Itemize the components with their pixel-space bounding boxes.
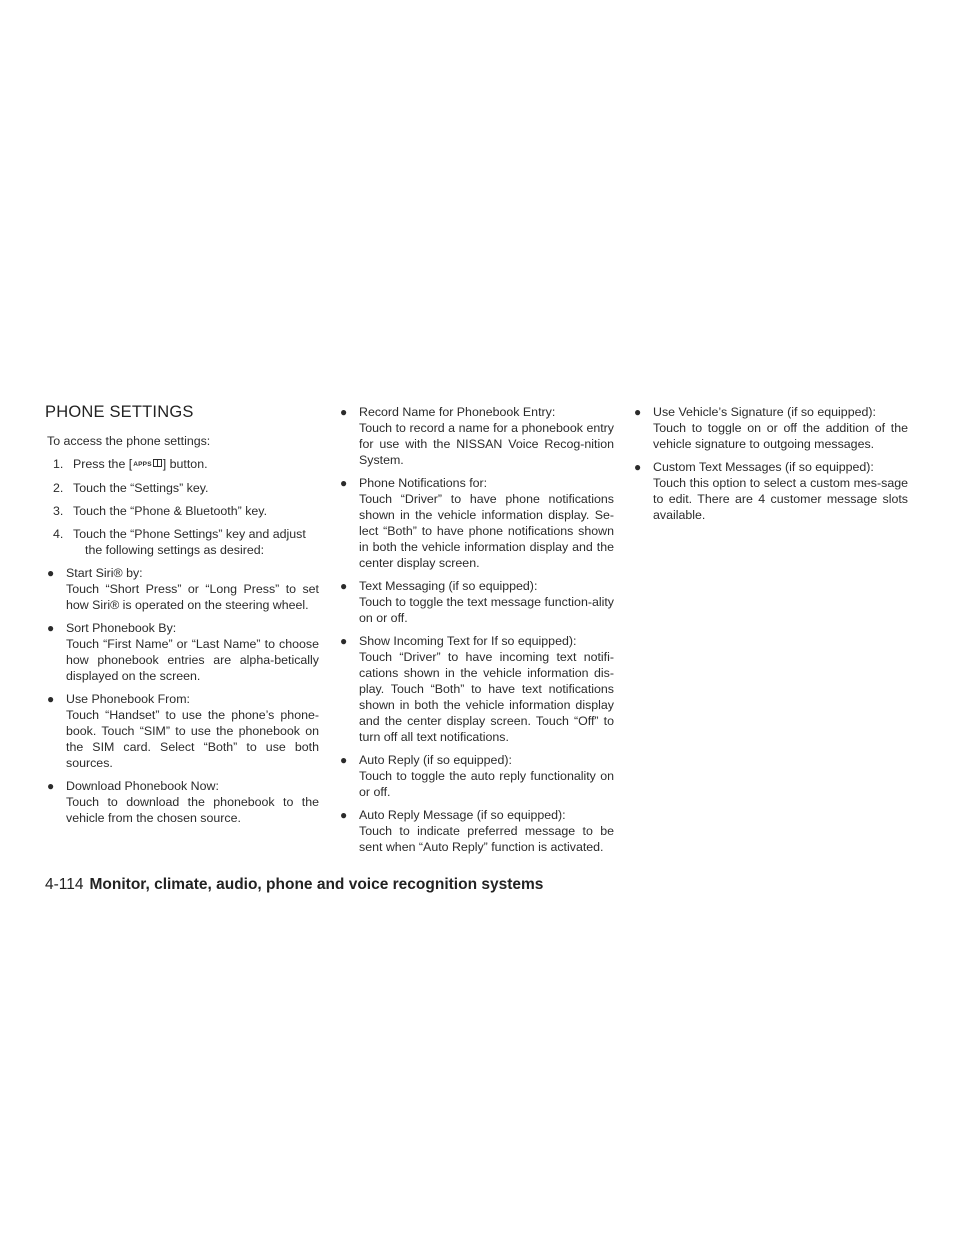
bullet-icon: ● bbox=[340, 753, 348, 767]
setting-description: Touch to indicate preferred message to be sent when “Auto Reply” function is activated. bbox=[359, 824, 614, 854]
setting-description: Touch to toggle the auto reply functionality on or off. bbox=[359, 769, 614, 799]
step-3: 3. Touch the “Phone & Bluetooth” key. bbox=[53, 504, 268, 518]
setting-auto-reply bbox=[340, 752, 614, 800]
setting-use-phonebook-from bbox=[47, 691, 319, 771]
setting-description: Touch “Handset” to use the phone’s phone-book. Touch “SIM” to use the phonebook on the SIM card. Select “Both” to use both sources. bbox=[66, 708, 319, 770]
setting-heading: Sort Phonebook By: bbox=[66, 621, 177, 635]
step-number: 1. bbox=[53, 457, 64, 471]
setting-description: Touch to record a name for a phonebook entry for use with the NISSAN Voice Recog-nition System. bbox=[359, 421, 614, 467]
bullet-icon: ● bbox=[340, 405, 348, 419]
bullet-icon: ● bbox=[340, 579, 348, 593]
setting-heading: Download Phonebook Now: bbox=[66, 779, 219, 793]
bullet-icon: ● bbox=[340, 476, 348, 490]
setting-record-name bbox=[340, 404, 614, 468]
bullet-icon: ● bbox=[47, 692, 55, 706]
step-4: 4. Touch the “Phone Settings” key and adjust the following settings as desired: bbox=[53, 527, 306, 557]
setting-download-phonebook bbox=[47, 778, 319, 826]
page-footer bbox=[45, 876, 543, 894]
setting-sort-phonebook bbox=[47, 620, 319, 684]
apps-button-icon: APPS bbox=[133, 457, 162, 473]
step-1: 1. Press the [APPS ] button. bbox=[53, 457, 208, 471]
setting-description: Touch to toggle the text message function-ality on or off. bbox=[359, 595, 614, 625]
setting-heading: Text Messaging (if so equipped): bbox=[359, 579, 538, 593]
setting-heading: Auto Reply Message (if so equipped): bbox=[359, 808, 566, 822]
setting-description: Touch “Driver” to have incoming text notifi-cations shown in the vehicle information dis-play. Touch “Both” to have text notifications shown in both the vehicle information display and the center display screen. Touch “Off” to turn off all text notifications. bbox=[359, 650, 614, 744]
step-number: 3. bbox=[53, 504, 64, 518]
section-title: PHONE SETTINGS bbox=[45, 403, 194, 421]
setting-description: Touch this option to select a custom mes-sage to edit. There are 4 customer message slots available. bbox=[653, 476, 908, 522]
bullet-icon: ● bbox=[634, 460, 642, 474]
column-1 bbox=[47, 433, 319, 833]
setting-heading: Custom Text Messages (if so equipped): bbox=[653, 460, 874, 474]
intro-text: To access the phone settings: bbox=[47, 434, 211, 448]
bullet-icon: ● bbox=[47, 621, 55, 635]
step-number: 4. bbox=[53, 527, 64, 541]
page-number: 4-114 bbox=[45, 876, 84, 893]
setting-vehicle-signature bbox=[634, 404, 908, 452]
column-3 bbox=[634, 404, 908, 530]
chapter-title: Monitor, climate, audio, phone and voice recognition systems bbox=[89, 876, 544, 893]
bullet-icon: ● bbox=[634, 405, 642, 419]
bullet-icon: ● bbox=[340, 634, 348, 648]
setting-heading: Show Incoming Text for If so equipped): bbox=[359, 634, 577, 648]
setting-heading: Record Name for Phonebook Entry: bbox=[359, 405, 556, 419]
setting-description: Touch “Short Press” or “Long Press” to set how Siri® is operated on the steering wheel. bbox=[66, 582, 319, 612]
setting-custom-text-messages bbox=[634, 459, 908, 523]
setting-heading: Use Vehicle’s Signature (if so equipped): bbox=[653, 405, 876, 419]
column-2 bbox=[340, 404, 614, 862]
setting-phone-notifications bbox=[340, 475, 614, 571]
setting-auto-reply-message bbox=[340, 807, 614, 855]
setting-description: Touch to download the phonebook to the vehicle from the chosen source. bbox=[66, 795, 319, 825]
setting-heading: Use Phonebook From: bbox=[66, 692, 190, 706]
setting-description: Touch “Driver” to have phone notifications shown in the vehicle information display. Se-lect “Both” to have phone notifications shown in both the vehicle information display and the center display screen. bbox=[359, 492, 614, 570]
setting-show-incoming-text bbox=[340, 633, 614, 745]
setting-description: Touch to toggle on or off the addition of the vehicle signature to outgoing messages. bbox=[653, 421, 908, 451]
setting-heading: Auto Reply (if so equipped): bbox=[359, 753, 512, 767]
apps-square-icon bbox=[153, 459, 162, 467]
bullet-icon: ● bbox=[340, 808, 348, 822]
bullet-icon: ● bbox=[47, 779, 55, 793]
step-number: 2. bbox=[53, 481, 64, 495]
step-2: 2. Touch the “Settings” key. bbox=[53, 481, 209, 495]
setting-description: Touch “First Name” or “Last Name” to choose how phonebook entries are alpha-betically displayed on the screen. bbox=[66, 637, 319, 683]
setting-start-siri bbox=[47, 565, 319, 613]
setting-heading: Phone Notifications for: bbox=[359, 476, 488, 490]
setting-text-messaging bbox=[340, 578, 614, 626]
bullet-icon: ● bbox=[47, 566, 55, 580]
setting-heading: Start Siri® by: bbox=[66, 566, 143, 580]
